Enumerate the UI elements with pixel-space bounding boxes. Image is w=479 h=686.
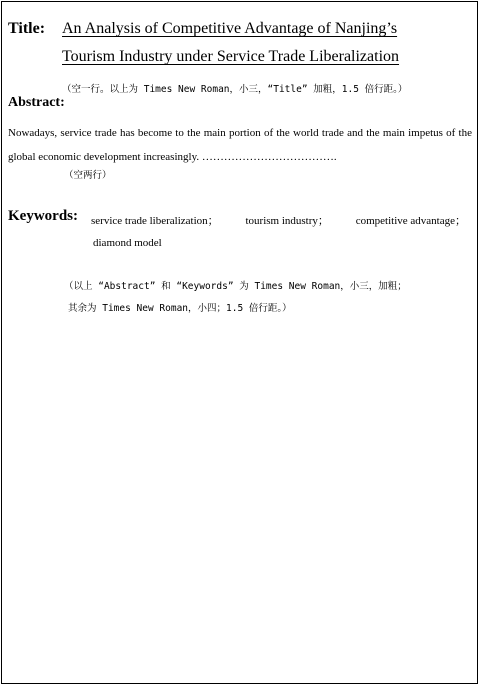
- format-note-line-2: 其余为 Times New Roman，小四；1.5 倍行距。）: [68, 303, 292, 314]
- keyword-item: competitive advantage；: [355, 215, 466, 227]
- title-label: Title:: [8, 20, 46, 37]
- keywords-line-1: [91, 212, 466, 228]
- title-format-note: （空一行。以上为 Times New Roman，小三，“Title” 加粗，1.5 倍行距。）: [62, 84, 408, 95]
- title-line-1: An Analysis of Competitive Advantage of Nanjing’s: [62, 20, 398, 37]
- keyword-item: tourism industry；: [245, 215, 329, 227]
- title-line-2: Tourism Industry under Service Trade Liberalization: [62, 48, 400, 65]
- format-note-line-1: （以上 “Abstract” 和 “Keywords” 为 Times New Roman，小三，加粗；: [64, 281, 407, 292]
- blank-lines-note: （空两行）: [64, 170, 112, 181]
- keyword-item-last: diamond model: [93, 237, 162, 249]
- keywords-label: Keywords:: [8, 208, 78, 224]
- abstract-label: Abstract:: [8, 95, 65, 110]
- abstract-text: Nowadays, service trade has become to the main portion of the world trade and the main impetus of the global economic development increasingly. ……………………………….: [8, 127, 472, 163]
- keyword-item: service trade liberalization；: [91, 215, 219, 227]
- document-page: [1, 1, 478, 684]
